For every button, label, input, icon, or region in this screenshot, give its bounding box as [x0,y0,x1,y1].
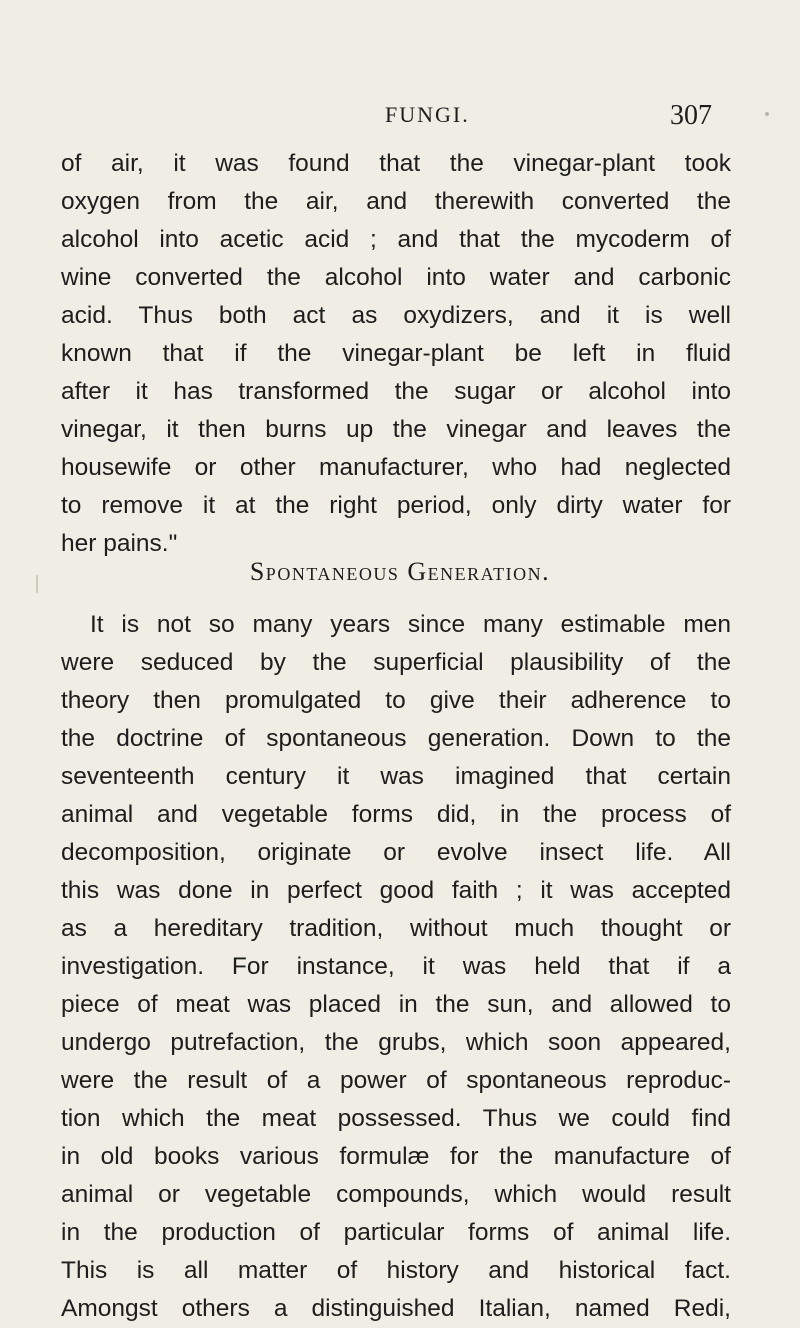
text-line: It is not so many years since many estimable men [90,611,731,638]
page-number: 307 [670,100,712,131]
text-line: wine converted the alcohol into water and carbonic [61,264,731,291]
text-line: housewife or other manufacturer, who had neglected [61,454,731,481]
text-line: tion which the meat possessed. Thus we could find [61,1105,731,1132]
text-line: were the result of a power of spontaneous reproduc- [61,1067,731,1094]
text-line: in old books various formulæ for the manufacture of [61,1143,731,1170]
text-line: this was done in perfect good faith ; it was accepted [61,877,731,904]
text-line: seventeenth century it was imagined that certain [61,763,731,790]
section-heading: Spontaneous Generation. [249,557,551,586]
text-line: after it has transformed the sugar or alcohol into [61,378,731,405]
text-line: alcohol into acetic acid ; and that the mycoderm of [61,226,731,253]
text-line: investigation. For instance, it was held that if a [61,953,731,980]
text-line: animal and vegetable forms did, in the process of [61,801,731,828]
text-line: decomposition, originate or evolve insect life. All [61,839,731,866]
text-line: her pains." [61,530,178,557]
paragraph-1 [61,145,731,563]
text-line: were seduced by the superficial plausibility of the [61,649,731,676]
text-line: acid. Thus both act as oxydizers, and it is well [61,302,731,329]
text-line: of air, it was found that the vinegar-plant took [61,150,731,177]
text-line: This is all matter of history and historical fact. [61,1257,731,1284]
running-head [0,100,800,140]
text-line: oxygen from the air, and therewith converted the [61,188,731,215]
text-line: to remove it at the right period, only dirty water for [61,492,731,519]
text-line: in the production of particular forms of animal life. [61,1219,731,1246]
paragraph-2 [61,606,731,1328]
text-line: known that if the vinegar-plant be left in fluid [61,340,731,367]
text-line: Amongst others a distinguished Italian, named Redi, [61,1295,731,1322]
text-line: piece of meat was placed in the sun, and allowed to [61,991,731,1018]
text-line: vinegar, it then burns up the vinegar and leaves the [61,416,731,443]
margin-mark [765,112,769,116]
text-line: undergo putrefaction, the grubs, which soon appeared, [61,1029,731,1056]
text-line: theory then promulgated to give their adherence to [61,687,731,714]
text-line: the doctrine of spontaneous generation. Down to the [61,725,731,752]
text-line: animal or vegetable compounds, which would result [61,1181,731,1208]
text-line: as a hereditary tradition, without much thought or [61,915,731,942]
running-title: FUNGI. [385,102,470,127]
